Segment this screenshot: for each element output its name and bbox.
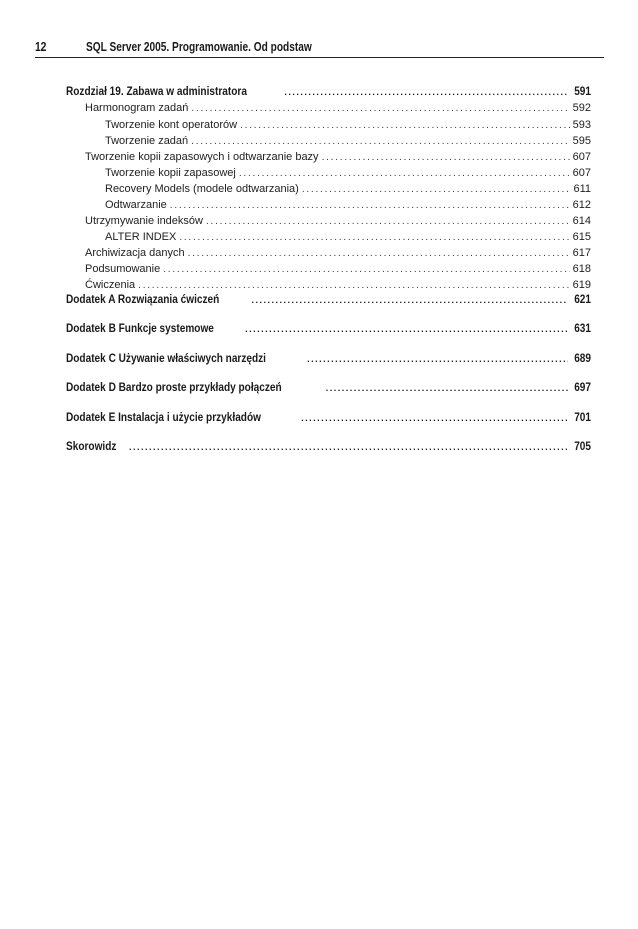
toc-entry-title: Tworzenie zadań <box>105 135 189 147</box>
toc-entry-title: Tworzenie kopii zapasowej <box>105 167 236 179</box>
toc-entry-chapter-19[interactable] <box>66 84 591 100</box>
toc-entry-page: 611 <box>573 183 591 195</box>
toc-entry-title: Skorowidz <box>66 439 117 453</box>
toc-entry-section[interactable] <box>85 263 591 278</box>
toc-entry-title: ALTER INDEX <box>105 231 177 243</box>
toc-entry-title: Podsumowanie <box>85 263 161 275</box>
toc-entry-subsection[interactable] <box>105 135 591 150</box>
toc-entry-title: Dodatek A Rozwiązania ćwiczeń <box>66 292 220 306</box>
toc-entry-subsection[interactable] <box>105 167 591 182</box>
toc-entry-page: 615 <box>572 231 591 243</box>
toc-entry-page: 621 <box>574 292 591 306</box>
dot-leader <box>284 87 568 97</box>
dot-leader <box>245 324 568 334</box>
toc-entry-page: 614 <box>572 215 591 227</box>
toc-entry-page: 595 <box>572 135 591 147</box>
toc-entry-section[interactable] <box>85 247 591 262</box>
dot-leader <box>252 295 568 305</box>
toc-entry-appendix-b[interactable] <box>66 321 591 337</box>
book-title: SQL Server 2005. Programowanie. Od podstaw <box>86 39 312 54</box>
toc-entry-page: 592 <box>572 102 591 114</box>
dot-leader <box>170 200 570 211</box>
toc-entry-appendix-a[interactable] <box>66 292 591 308</box>
dot-leader <box>240 120 570 131</box>
toc-entry-subsection[interactable] <box>105 119 591 134</box>
toc-entry-subsection[interactable] <box>105 199 591 214</box>
toc-entry-title: Odtwarzanie <box>105 199 167 211</box>
dot-leader <box>138 280 570 291</box>
toc-entry-page: 617 <box>572 247 591 259</box>
dot-leader <box>188 248 570 259</box>
toc-entry-title: Utrzymywanie indeksów <box>85 215 203 227</box>
toc-entry-title: Archiwizacja danych <box>85 247 185 259</box>
toc-entry-title: Dodatek B Funkcje systemowe <box>66 321 214 335</box>
toc-entry-title: Recovery Models (modele odtwarzania) <box>105 183 299 195</box>
toc-entry-appendix-d[interactable] <box>66 380 591 396</box>
toc-entry-title: Rozdział 19. Zabawa w administratora <box>66 84 247 98</box>
toc-entry-section[interactable] <box>85 151 591 166</box>
dot-leader <box>179 232 569 243</box>
toc-entry-title: Harmonogram zadań <box>85 102 189 114</box>
dot-leader <box>301 413 568 423</box>
dot-leader <box>239 168 570 179</box>
toc-entry-appendix-c[interactable] <box>66 351 591 367</box>
dot-leader <box>206 216 570 227</box>
toc-entry-page: 593 <box>572 119 591 131</box>
toc-entry-index[interactable] <box>66 439 591 455</box>
toc-entry-title: Dodatek D Bardzo proste przykłady połączeń <box>66 380 282 394</box>
toc-entry-page: 697 <box>574 380 591 394</box>
dot-leader <box>191 136 569 147</box>
toc-entry-title: Tworzenie kopii zapasowych i odtwarzanie bazy <box>85 151 319 163</box>
dot-leader <box>307 354 568 364</box>
toc-entry-page: 701 <box>574 410 591 424</box>
toc-entry-page: 612 <box>572 199 591 211</box>
toc-entry-section[interactable] <box>85 102 591 117</box>
toc-entry-section[interactable] <box>85 215 591 230</box>
dot-leader <box>163 264 569 275</box>
toc-entry-page: 689 <box>574 351 591 365</box>
toc-entry-page: 607 <box>572 167 591 179</box>
toc-entry-appendix-e[interactable] <box>66 410 591 426</box>
dot-leader <box>302 184 571 195</box>
toc-entry-page: 618 <box>572 263 591 275</box>
toc-entry-subsection[interactable] <box>105 183 591 198</box>
page-number: 12 <box>35 39 47 54</box>
toc-entry-page: 631 <box>574 321 591 335</box>
dot-leader <box>322 152 570 163</box>
running-header <box>35 39 604 58</box>
toc-entry-subsection[interactable] <box>105 231 591 246</box>
dot-leader <box>191 103 569 114</box>
toc-entry-title: Tworzenie kont operatorów <box>105 119 238 131</box>
toc-entry-page: 607 <box>572 151 591 163</box>
toc-entry-title: Dodatek E Instalacja i użycie przykładów <box>66 410 261 424</box>
toc-entry-page: 591 <box>574 84 591 98</box>
toc-entry-page: 705 <box>574 439 591 453</box>
toc-entry-title: Ćwiczenia <box>85 279 136 291</box>
toc-entry-title: Dodatek C Używanie właściwych narzędzi <box>66 351 266 365</box>
dot-leader <box>326 383 568 393</box>
toc-entry-page: 619 <box>572 279 591 291</box>
dot-leader <box>129 442 568 452</box>
